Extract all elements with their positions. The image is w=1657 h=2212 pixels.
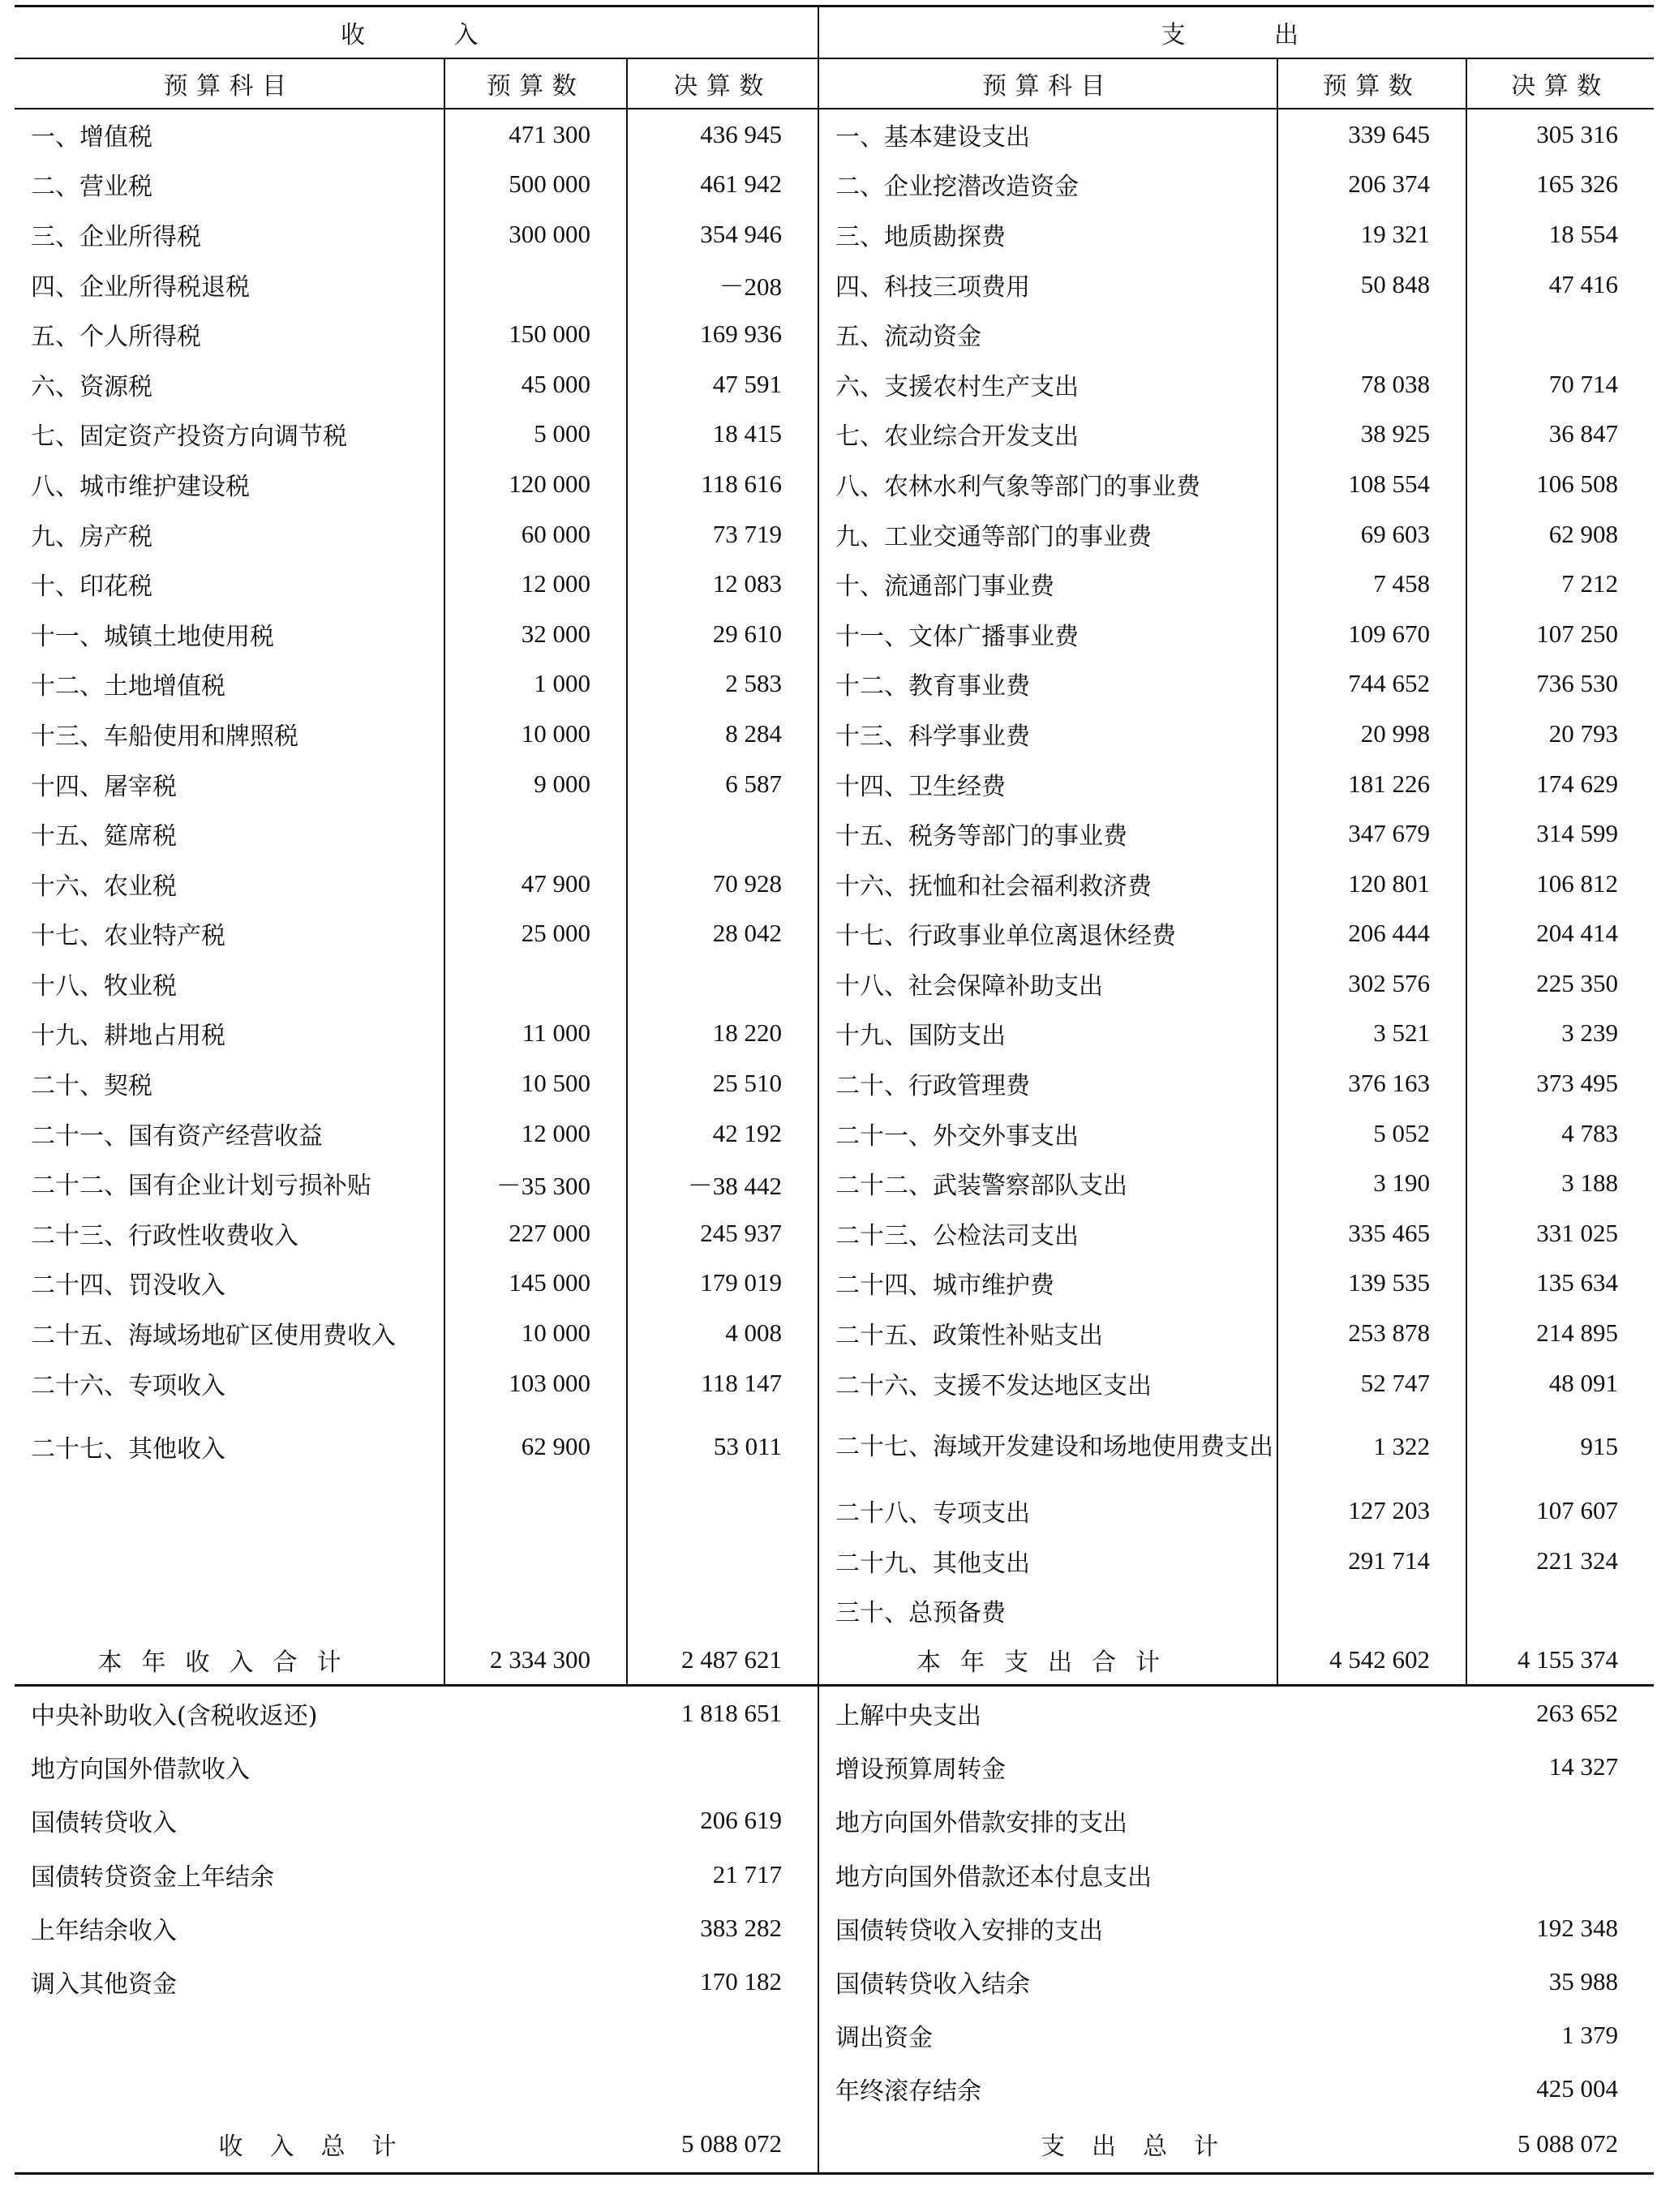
income-budget-value <box>444 1536 627 1586</box>
table-body <box>15 109 1654 2173</box>
income-budget-value: 5 000 <box>444 409 627 460</box>
expense-item-label: 六、支援农村生产支出 <box>818 359 1277 409</box>
table-row <box>15 759 1654 809</box>
expense-item-label: 十一、文体广播事业费 <box>818 609 1277 659</box>
expense-final-value: 214 895 <box>1536 1318 1619 1348</box>
expense-budget-value: 339 645 <box>1277 109 1466 160</box>
income-final-value: －208 <box>627 259 818 310</box>
expense-final-value: 135 634 <box>1536 1268 1619 1297</box>
income-item-label: 十二、土地增值税 <box>15 659 444 709</box>
expense-item-label: 十六、抚恤和社会福利救济费 <box>818 859 1277 909</box>
income-item-label: 二十三、行政性收费收入 <box>15 1208 444 1258</box>
income-item-label: 二十六、专项收入 <box>15 1358 444 1408</box>
expense-item-label: 十二、教育事业费 <box>818 659 1277 709</box>
income-final-value: 47 591 <box>627 359 818 409</box>
expense-final-value: 47 416 <box>1548 269 1619 298</box>
expense-budget-value: 52 747 <box>1277 1358 1466 1408</box>
income-budget-value: 60 000 <box>444 509 627 559</box>
expense-item-label: 九、工业交通等部门的事业费 <box>818 509 1277 559</box>
section-header-row <box>15 6 1654 59</box>
expense-budget-value: 206 444 <box>1277 909 1466 959</box>
supplement-row <box>15 1686 1654 1741</box>
expense-item-label: 二十三、公检法司支出 <box>818 1208 1277 1258</box>
expense-supplement-value <box>1466 1848 1654 1901</box>
expense-budget-value: 335 465 <box>1277 1208 1466 1258</box>
income-item-label: 三、企业所得税 <box>15 209 444 259</box>
income-supplement-label <box>15 2008 627 2062</box>
income-supplement-value: 383 282 <box>627 1901 818 1955</box>
supplement-row <box>15 2008 1654 2062</box>
income-final-value <box>627 1586 818 1636</box>
income-budget-header: 预算数 <box>444 58 627 109</box>
expense-item-label: 二、企业挖潜改造资金 <box>818 160 1277 210</box>
expense-item-label: 七、农业综合开发支出 <box>818 409 1277 460</box>
expense-final-value: 314 599 <box>1536 819 1619 848</box>
table-row <box>15 1108 1654 1159</box>
table-row <box>15 209 1654 259</box>
income-final-value: 29 610 <box>627 609 818 659</box>
income-supplement-label <box>15 2062 627 2116</box>
income-final-value: 179 019 <box>627 1258 818 1309</box>
income-budget-value: 45 000 <box>444 359 627 409</box>
expense-budget-value: 50 848 <box>1277 259 1466 310</box>
income-final-value: 118 147 <box>627 1358 818 1408</box>
income-item-label: 二十七、其他收入 <box>15 1408 444 1485</box>
expense-item-label: 十五、税务等部门的事业费 <box>818 808 1277 859</box>
income-item-label <box>15 1536 444 1586</box>
expense-item-label: 四、科技三项费用 <box>818 259 1277 310</box>
expense-item-label: 五、流动资金 <box>818 309 1277 359</box>
income-final-value: 18 415 <box>627 409 818 460</box>
expense-final-value: 36 847 <box>1548 419 1619 448</box>
table-row <box>15 559 1654 609</box>
income-budget-value: 25 000 <box>444 909 627 959</box>
supplement-row <box>15 1794 1654 1847</box>
income-supplement-value <box>627 2008 818 2062</box>
table-row <box>15 659 1654 709</box>
expense-budget-value: 302 576 <box>1277 958 1466 1009</box>
expense-final-value: 107 250 <box>1536 619 1619 648</box>
table-row <box>15 109 1654 160</box>
expense-final-value: 3 188 <box>1561 1168 1619 1198</box>
expense-final-value: 4 783 <box>1561 1118 1619 1147</box>
income-final-value: 4 008 <box>627 1308 818 1358</box>
income-supplement-label: 调入其他资金 <box>31 1970 177 1999</box>
table-row <box>15 859 1654 909</box>
table-row <box>15 1258 1654 1309</box>
income-item-label: 十五、筵席税 <box>15 808 444 859</box>
income-budget-value <box>444 259 627 310</box>
income-budget-value: 145 000 <box>444 1258 627 1309</box>
income-budget-value: 120 000 <box>444 459 627 509</box>
income-budget-value <box>444 958 627 1009</box>
table-row <box>15 1536 1654 1586</box>
expense-item-label: 八、农林水利气象等部门的事业费 <box>818 459 1277 509</box>
expense-final-value: 373 495 <box>1536 1069 1619 1098</box>
expense-budget-value: 3 521 <box>1277 1009 1466 1059</box>
expense-grand-total-label: 支出总计 <box>818 2116 1466 2174</box>
income-final-value: 42 192 <box>627 1108 818 1159</box>
expense-item-label: 十七、行政事业单位离退休经费 <box>818 909 1277 959</box>
expense-supplement-value: 425 004 <box>1536 2073 1619 2103</box>
budget-final-accounts-table-page <box>15 5 1654 2206</box>
expense-final-value: 70 714 <box>1548 369 1619 398</box>
income-item-label: 六、资源税 <box>15 359 444 409</box>
income-budget-value: 1 000 <box>444 659 627 709</box>
table-row <box>15 1058 1654 1108</box>
income-budget-value: 9 000 <box>444 759 627 809</box>
income-supplement-value <box>627 1740 818 1794</box>
income-final-value: 461 942 <box>627 160 818 210</box>
expense-item-label: 三十、总预备费 <box>818 1586 1277 1636</box>
income-item-label: 二十五、海域场地矿区使用费收入 <box>15 1308 444 1358</box>
expense-budget-value: 1 322 <box>1277 1408 1466 1485</box>
income-budget-value: 150 000 <box>444 309 627 359</box>
income-final-value: 28 042 <box>627 909 818 959</box>
income-final-value: 169 936 <box>627 309 818 359</box>
expense-grand-total-value: 5 088 072 <box>1466 2116 1654 2174</box>
expense-supplement-label: 地方向国外借款还本付息支出 <box>835 1863 1153 1892</box>
expense-final-value: 165 326 <box>1536 169 1619 199</box>
income-year-total-budget: 2 334 300 <box>444 1635 627 1686</box>
income-final-value: 8 284 <box>627 709 818 759</box>
income-budget-value <box>444 1485 627 1536</box>
expense-item-label: 二十六、支援不发达地区支出 <box>818 1358 1277 1408</box>
expense-budget-value: 376 163 <box>1277 1058 1466 1108</box>
expense-budget-value: 109 670 <box>1277 609 1466 659</box>
expense-item-label: 一、基本建设支出 <box>818 109 1277 160</box>
income-item-label: 十六、农业税 <box>15 859 444 909</box>
income-final-value: 436 945 <box>627 109 818 160</box>
income-item-label: 一、增值税 <box>15 109 444 160</box>
expense-supplement-value: 35 988 <box>1548 1966 1619 1996</box>
expense-final-value: 106 812 <box>1536 868 1619 898</box>
income-supplement-label: 国债转贷收入 <box>31 1809 177 1838</box>
expense-supplement-value: 263 652 <box>1536 1699 1619 1728</box>
income-supplement-value: 170 182 <box>627 1955 818 2008</box>
income-budget-value: 103 000 <box>444 1358 627 1408</box>
table-row <box>15 1485 1654 1536</box>
expense-budget-value: 19 321 <box>1277 209 1466 259</box>
income-grand-total-label: 收入总计 <box>15 2116 627 2174</box>
expense-supplement-label: 地方向国外借款安排的支出 <box>835 1809 1128 1838</box>
income-budget-value: 32 000 <box>444 609 627 659</box>
expense-final-value <box>1466 309 1654 359</box>
expense-final-value: 106 508 <box>1536 469 1619 498</box>
expense-supplement-value <box>1466 1794 1654 1847</box>
income-final-value: －38 442 <box>627 1158 818 1208</box>
expense-item-label: 十三、科学事业费 <box>818 709 1277 759</box>
expense-item-label: 三、地质勘探费 <box>818 209 1277 259</box>
expense-final-value: 915 <box>1580 1432 1619 1461</box>
expense-supplement-value: 1 379 <box>1561 2020 1619 2049</box>
income-grand-total-value: 5 088 072 <box>627 2116 818 2174</box>
expense-item-label: 二十七、海域开发建设和场地使用费支出 <box>818 1408 1277 1485</box>
income-supplement-label: 国债转贷资金上年结余 <box>31 1863 274 1892</box>
table-row <box>15 160 1654 210</box>
expense-budget-value: 120 801 <box>1277 859 1466 909</box>
expense-supplement-label: 调出资金 <box>835 2023 934 2052</box>
expense-item-label: 二十八、专项支出 <box>818 1485 1277 1536</box>
income-item-label: 二十二、国有企业计划亏损补贴 <box>15 1158 444 1208</box>
expense-supplement-value: 14 327 <box>1548 1752 1619 1781</box>
expense-final-value: 331 025 <box>1536 1218 1619 1247</box>
table-row <box>15 409 1654 460</box>
expense-year-total-label: 本年支出合计 <box>818 1635 1277 1686</box>
income-budget-value: 227 000 <box>444 1208 627 1258</box>
expense-final-header: 决算数 <box>1466 58 1654 109</box>
income-supplement-label: 地方向国外借款收入 <box>31 1755 250 1785</box>
expense-budget-value: 347 679 <box>1277 808 1466 859</box>
expense-final-value: 7 212 <box>1561 569 1619 598</box>
income-budget-value: 300 000 <box>444 209 627 259</box>
expense-final-value: 48 091 <box>1548 1368 1619 1397</box>
supplement-row <box>15 1848 1654 1901</box>
income-item-label: 二十一、国有资产经营收益 <box>15 1108 444 1159</box>
table-row <box>15 808 1654 859</box>
income-budget-value <box>444 808 627 859</box>
expense-item-label: 二十二、武装警察部队支出 <box>818 1158 1277 1208</box>
income-year-total-label: 本年收入合计 <box>15 1635 444 1686</box>
income-budget-value: 62 900 <box>444 1408 627 1485</box>
income-budget-value <box>444 1586 627 1636</box>
income-final-value: 118 616 <box>627 459 818 509</box>
expense-budget-value: 3 190 <box>1277 1158 1466 1208</box>
income-final-value: 6 587 <box>627 759 818 809</box>
expense-budget-value: 78 038 <box>1277 359 1466 409</box>
expense-item-label: 二十、行政管理费 <box>818 1058 1277 1108</box>
table-row <box>15 958 1654 1009</box>
supplement-row <box>15 1740 1654 1794</box>
expense-budget-value: 181 226 <box>1277 759 1466 809</box>
supplement-row <box>15 1955 1654 2008</box>
expense-budget-value: 206 374 <box>1277 160 1466 210</box>
income-supplement-value: 21 717 <box>627 1848 818 1901</box>
table-row <box>15 1158 1654 1208</box>
expense-supplement-label: 国债转贷收入结余 <box>835 1970 1031 1999</box>
income-item-label: 十七、农业特产税 <box>15 909 444 959</box>
expense-item-label: 二十四、城市维护费 <box>818 1258 1277 1309</box>
expense-item-label: 十四、卫生经费 <box>818 759 1277 809</box>
income-budget-value: 471 300 <box>444 109 627 160</box>
income-budget-value: 10 500 <box>444 1058 627 1108</box>
expense-supplement-label: 国债转贷收入安排的支出 <box>835 1916 1104 1945</box>
income-final-value: 354 946 <box>627 209 818 259</box>
income-final-value: 73 719 <box>627 509 818 559</box>
income-final-value <box>627 1536 818 1586</box>
income-final-value <box>627 808 818 859</box>
income-budget-value: 500 000 <box>444 160 627 210</box>
income-supplement-label: 上年结余收入 <box>31 1916 177 1945</box>
year-total-row <box>15 1635 1654 1686</box>
income-budget-value: 10 000 <box>444 709 627 759</box>
income-item-label <box>15 1485 444 1536</box>
income-final-value: 2 583 <box>627 659 818 709</box>
table-row <box>15 1408 1654 1485</box>
income-item-label: 五、个人所得税 <box>15 309 444 359</box>
income-supplement-label: 中央补助收入(含税收返还) <box>31 1702 318 1731</box>
table-row <box>15 909 1654 959</box>
expense-final-value: 3 239 <box>1561 1018 1619 1048</box>
expense-year-total-budget: 4 542 602 <box>1277 1635 1466 1686</box>
expense-budget-value: 7 458 <box>1277 559 1466 609</box>
expense-final-value: 225 350 <box>1536 968 1619 997</box>
expense-final-value: 305 316 <box>1536 119 1619 148</box>
table-row <box>15 1358 1654 1408</box>
expense-budget-value: 38 925 <box>1277 409 1466 460</box>
table-row <box>15 459 1654 509</box>
income-subject-header: 预算科目 <box>15 58 444 109</box>
table-row <box>15 1208 1654 1258</box>
income-item-label: 十九、耕地占用税 <box>15 1009 444 1059</box>
expense-item-label: 十八、社会保障补助支出 <box>818 958 1277 1009</box>
table-row <box>15 309 1654 359</box>
income-item-label: 十、印花税 <box>15 559 444 609</box>
table-row <box>15 509 1654 559</box>
expense-section-header: 支 出 <box>818 6 1654 59</box>
expense-budget-value: 69 603 <box>1277 509 1466 559</box>
expense-final-value: 174 629 <box>1536 769 1619 798</box>
income-item-label: 十八、牧业税 <box>15 958 444 1009</box>
table-row <box>15 1308 1654 1358</box>
expense-item-label: 二十九、其他支出 <box>818 1536 1277 1586</box>
expense-budget-header: 预算数 <box>1277 58 1466 109</box>
income-budget-value: 10 000 <box>444 1308 627 1358</box>
expense-budget-value: 108 554 <box>1277 459 1466 509</box>
expense-supplement-label: 上解中央支出 <box>835 1702 982 1731</box>
income-supplement-value <box>627 2062 818 2116</box>
expense-item-label: 二十五、政策性补贴支出 <box>818 1308 1277 1358</box>
income-final-value <box>627 958 818 1009</box>
expense-final-value: 204 414 <box>1536 919 1619 948</box>
expense-final-value: 18 554 <box>1548 219 1619 248</box>
income-section-header: 收 入 <box>15 6 818 59</box>
income-final-header: 决算数 <box>627 58 818 109</box>
income-budget-value: 12 000 <box>444 1108 627 1159</box>
expense-supplement-value: 192 348 <box>1536 1913 1619 1942</box>
expense-supplement-label: 年终滚存结余 <box>835 2077 982 2106</box>
expense-budget-value: 253 878 <box>1277 1308 1466 1358</box>
grand-total-row <box>15 2116 1654 2174</box>
income-item-label: 二、营业税 <box>15 160 444 210</box>
income-budget-value: 12 000 <box>444 559 627 609</box>
expense-item-label: 二十一、外交外事支出 <box>818 1108 1277 1159</box>
budget-final-accounts-table <box>15 5 1654 2175</box>
expense-budget-value: 20 998 <box>1277 709 1466 759</box>
supplement-row <box>15 1901 1654 1955</box>
expense-budget-value: 291 714 <box>1277 1536 1466 1586</box>
income-budget-value: －35 300 <box>444 1158 627 1208</box>
expense-final-value: 736 530 <box>1536 669 1619 698</box>
expense-item-label: 十、流通部门事业费 <box>818 559 1277 609</box>
expense-budget-value <box>1277 309 1466 359</box>
expense-final-value <box>1466 1586 1654 1636</box>
income-final-value <box>627 1485 818 1536</box>
income-final-value: 70 928 <box>627 859 818 909</box>
expense-final-value: 62 908 <box>1548 519 1619 548</box>
table-row <box>15 709 1654 759</box>
income-budget-value: 47 900 <box>444 859 627 909</box>
supplement-row <box>15 2062 1654 2116</box>
expense-budget-value: 5 052 <box>1277 1108 1466 1159</box>
expense-item-label: 十九、国防支出 <box>818 1009 1277 1059</box>
income-item-label: 四、企业所得税退税 <box>15 259 444 310</box>
income-item-label: 八、城市维护建设税 <box>15 459 444 509</box>
income-item-label: 九、房产税 <box>15 509 444 559</box>
income-item-label: 十三、车船使用和牌照税 <box>15 709 444 759</box>
expense-budget-value <box>1277 1586 1466 1636</box>
income-item-label: 十一、城镇土地使用税 <box>15 609 444 659</box>
table-header <box>15 6 1654 109</box>
expense-subject-header: 预算科目 <box>818 58 1277 109</box>
income-item-label <box>15 1586 444 1636</box>
table-row <box>15 1009 1654 1059</box>
income-item-label: 十四、屠宰税 <box>15 759 444 809</box>
income-supplement-value: 1 818 651 <box>627 1686 818 1741</box>
income-item-label: 二十、契税 <box>15 1058 444 1108</box>
income-year-total-final: 2 487 621 <box>627 1635 818 1686</box>
table-row <box>15 1586 1654 1636</box>
income-final-value: 12 083 <box>627 559 818 609</box>
table-row <box>15 259 1654 310</box>
income-budget-value: 11 000 <box>444 1009 627 1059</box>
income-final-value: 53 011 <box>627 1408 818 1485</box>
expense-budget-value: 139 535 <box>1277 1258 1466 1309</box>
table-row <box>15 359 1654 409</box>
expense-budget-value: 744 652 <box>1277 659 1466 709</box>
income-item-label: 七、固定资产投资方向调节税 <box>15 409 444 460</box>
table-row <box>15 609 1654 659</box>
income-final-value: 18 220 <box>627 1009 818 1059</box>
expense-final-value: 221 324 <box>1536 1545 1619 1575</box>
expense-final-value: 20 793 <box>1548 718 1619 748</box>
income-final-value: 245 937 <box>627 1208 818 1258</box>
expense-supplement-label: 增设预算周转金 <box>835 1755 1007 1785</box>
income-item-label: 二十四、罚没收入 <box>15 1258 444 1309</box>
column-header-row <box>15 58 1654 109</box>
expense-year-total-final: 4 155 374 <box>1466 1635 1654 1686</box>
expense-budget-value: 127 203 <box>1277 1485 1466 1536</box>
income-supplement-value: 206 619 <box>627 1794 818 1847</box>
expense-final-value: 107 607 <box>1536 1496 1619 1525</box>
income-final-value: 25 510 <box>627 1058 818 1108</box>
